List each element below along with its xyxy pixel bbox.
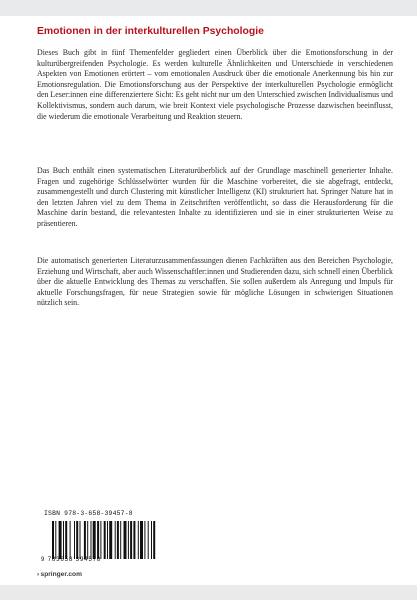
blurb-paragraph-1: Dieses Buch gibt in fünf Themenfelder gegliedert einen Überblick über die Emotionsforschung in der kulturübergreifenden Psychologie. Es werden kulturelle Ähnlichkeiten und Unterschiede in verschiedenen Aspekten von Emotionen erörtert – vom emotionalen Ausdruck über die emotionale Anerkennung bis hin zur Emotionsregulation. Die Emotionsforschung aus der Perspektive der interkulturellen Psychologie ermöglicht den Leser:innen eine differenziertere Sicht: Es geht nicht nur um den Unterschied zwischen Individualismus und Kollektivismus, sondern auch darum, wie breit Kontext viele psychologische Prozesse dazwischen beeinflusst, die wiederum die emotionale Verarbeitung und Reaktion steuern. <box>37 48 393 121</box>
bottom-band <box>0 585 417 600</box>
blurb-paragraph-2: Das Buch enthält einen systematischen Literaturüberblick auf der Grundlage maschinell generierter Inhalte. Fragen und zugehörige Schlüsselwörter wurden für die Maschine vorbereitet, die sie abgefragt, entdeckt, zusammengestellt und durch Clustering mit künstlicher Intelligenz (KI) strukturiert hat. Springer Nature hat in den letzten Jahren viel zu dem Thema in Zeitschriften veröffentlicht, so dass die Herausforderung für die Maschine darin bestand, die relevantesten Inhalte zu identifizieren und sie in einer strukturierten Weise zu präsentieren. <box>37 166 393 228</box>
top-band <box>0 0 417 16</box>
barcode-digits: 9 783658 394578 <box>41 557 102 563</box>
publisher-url-text: springer.com <box>40 571 82 578</box>
isbn-number: ISBN 978-3-658-39457-8 <box>44 510 133 517</box>
isbn-barcode <box>36 505 162 565</box>
publisher-url: › springer.com <box>37 571 82 578</box>
cover-title: Emotionen in der interkulturellen Psychologie <box>37 26 264 37</box>
barcode-bars <box>52 521 156 559</box>
blurb-paragraph-3: Die automatisch generierten Literaturzusammenfassungen dienen Fachkräften aus den Bereichen Psychologie, Erziehung und Wirtschaft, aber auch Wissenschaftler:innen und Studierenden dazu, sich schnell einen Überblick über die aktuelle Entwicklung des Themas zu verschaffen. Sie sollen außerdem als Anregung und Impuls für aktuelle Forschungsfragen, für neue Strategien sowie für mögliche Lösungen in schwierigen Situationen nützlich sein. <box>37 256 393 308</box>
